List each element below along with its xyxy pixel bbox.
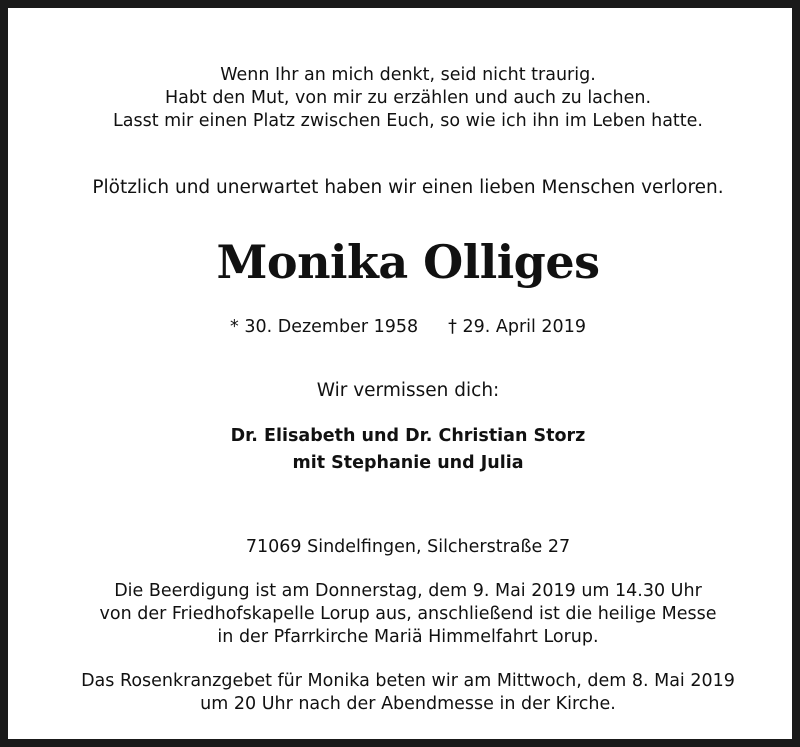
rosary-line: um 20 Uhr nach der Abendmesse in der Kirche. xyxy=(200,694,616,714)
address: 71069 Sindelfingen, Silcherstraße 27 xyxy=(245,537,571,557)
poem-line: Lasst mir einen Platz zwischen Euch, so wie ich ihn im Leben hatte. xyxy=(112,111,703,131)
funeral-line: in der Pfarrkirche Mariä Himmelfahrt Lorup. xyxy=(217,627,599,647)
deceased-name: Monika Olliges xyxy=(216,235,600,289)
miss-line: Wir vermissen dich: xyxy=(316,380,500,401)
funeral-line: von der Friedhofskapelle Lorup aus, anschließend ist die heilige Messe xyxy=(99,604,717,624)
intro-text: Plötzlich und unerwartet haben wir einen lieben Menschen verloren. xyxy=(92,177,724,198)
birth-date: * 30. Dezember 1958 xyxy=(230,317,419,337)
funeral-line: Die Beerdigung ist am Donnerstag, dem 9. Mai 2019 um 14.30 Uhr xyxy=(114,581,702,601)
death-date: † 29. April 2019 xyxy=(448,317,586,337)
life-dates xyxy=(8,315,800,339)
mourner-line: Dr. Elisabeth und Dr. Christian Storz xyxy=(230,426,586,446)
rosary-line: Das Rosenkranzgebet für Monika beten wir am Mittwoch, dem 8. Mai 2019 xyxy=(81,671,735,691)
poem-line: Habt den Mut, von mir zu erzählen und auch zu lachen. xyxy=(164,88,652,108)
mourner-line: mit Stephanie und Julia xyxy=(292,453,524,473)
poem-line: Wenn Ihr an mich denkt, seid nicht traurig. xyxy=(220,65,596,85)
